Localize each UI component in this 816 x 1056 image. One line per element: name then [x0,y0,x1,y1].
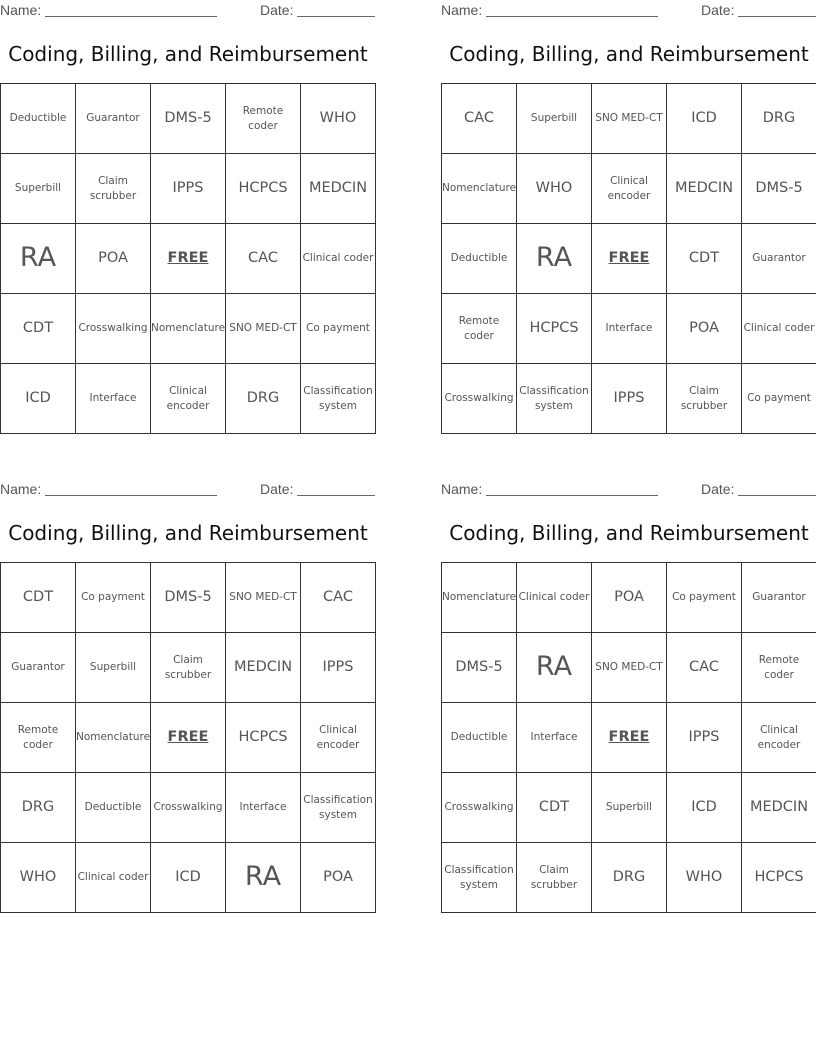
bingo-cell[interactable]: Clinical coder [76,843,151,913]
bingo-cell[interactable]: WHO [1,843,76,913]
bingo-cell[interactable]: DRG [592,843,667,913]
free-space-cell[interactable]: FREE [151,703,226,773]
bingo-cell[interactable]: Clinical coder [517,563,592,633]
name-field-line[interactable] [486,16,658,17]
bingo-cell[interactable]: CDT [1,294,76,364]
bingo-cell[interactable]: WHO [667,843,742,913]
bingo-grid [0,562,376,913]
date-field-line[interactable] [297,16,375,17]
bingo-cell[interactable]: IPPS [667,703,742,773]
bingo-cell[interactable]: CDT [667,224,742,294]
bingo-cell[interactable]: Classification system [301,364,376,434]
card-title: Coding, Billing, and Reimbursement [449,42,809,66]
bingo-cell[interactable]: HCPCS [742,843,816,913]
bingo-cell[interactable]: RA [226,843,301,913]
date-field-line[interactable] [738,16,816,17]
bingo-cell[interactable]: DMS-5 [151,563,226,633]
free-space-cell[interactable]: FREE [151,224,226,294]
bingo-cell[interactable]: Deductible [76,773,151,843]
bingo-cell[interactable]: DMS-5 [151,84,226,154]
bingo-cell[interactable]: CAC [226,224,301,294]
bingo-cell[interactable]: Interface [76,364,151,434]
bingo-cell[interactable]: Clinical encoder [742,703,816,773]
bingo-cell[interactable]: Deductible [442,224,517,294]
bingo-cell[interactable]: Guarantor [76,84,151,154]
name-field-line[interactable] [45,16,217,17]
bingo-cell[interactable]: Nomenclature [151,294,226,364]
name-label: Name: [441,481,483,497]
bingo-cell[interactable]: Superbill [1,154,76,224]
bingo-cell[interactable]: Co payment [301,294,376,364]
bingo-cell[interactable]: Superbill [592,773,667,843]
bingo-cell[interactable]: Crosswalking [151,773,226,843]
bingo-cell[interactable]: WHO [517,154,592,224]
free-space-cell[interactable]: FREE [592,703,667,773]
card-title: Coding, Billing, and Reimbursement [8,42,368,66]
date-label: Date: [701,481,735,497]
bingo-cell[interactable]: CDT [517,773,592,843]
bingo-cell[interactable]: MEDCIN [742,773,816,843]
bingo-grid [441,83,816,434]
date-label: Date: [260,481,294,497]
bingo-cell[interactable]: Co payment [76,563,151,633]
bingo-cell[interactable]: HCPCS [226,703,301,773]
bingo-cell[interactable]: ICD [151,843,226,913]
bingo-cell[interactable]: ICD [667,773,742,843]
bingo-cell[interactable]: DMS-5 [742,154,816,224]
bingo-cell[interactable]: Clinical encoder [592,154,667,224]
bingo-cell[interactable]: Claim scrubber [667,364,742,434]
bingo-cell[interactable]: Clinical encoder [301,703,376,773]
bingo-cell[interactable]: Superbill [517,84,592,154]
bingo-cell[interactable]: MEDCIN [667,154,742,224]
bingo-cell[interactable]: Nomenclature [442,154,517,224]
bingo-cell[interactable]: Classification system [517,364,592,434]
bingo-cell[interactable]: Guarantor [742,224,816,294]
bingo-cell[interactable]: Superbill [76,633,151,703]
bingo-cell[interactable]: Clinical coder [742,294,816,364]
bingo-cell[interactable]: DRG [1,773,76,843]
card-title: Coding, Billing, and Reimbursement [8,521,368,545]
bingo-cell[interactable]: POA [592,563,667,633]
bingo-grid [441,562,816,913]
bingo-cell[interactable]: POA [667,294,742,364]
bingo-cell[interactable]: ICD [1,364,76,434]
bingo-cell[interactable]: ICD [667,84,742,154]
card-title: Coding, Billing, and Reimbursement [449,521,809,545]
bingo-cell[interactable]: Deductible [1,84,76,154]
bingo-cell[interactable]: DRG [226,364,301,434]
bingo-cell[interactable]: Guarantor [1,633,76,703]
bingo-cell[interactable]: Claim scrubber [517,843,592,913]
bingo-cell[interactable]: Nomenclature [442,563,517,633]
bingo-cell[interactable]: MEDCIN [226,633,301,703]
bingo-cell[interactable]: SNO MED-CT [592,84,667,154]
name-field-line[interactable] [45,495,217,496]
bingo-cell[interactable]: Classification system [442,843,517,913]
bingo-cell[interactable]: Interface [592,294,667,364]
name-date-line [441,479,816,499]
bingo-cell[interactable]: SNO MED-CT [226,563,301,633]
bingo-cell[interactable]: Nomenclature [76,703,151,773]
bingo-cell[interactable]: CAC [301,563,376,633]
bingo-cell[interactable]: RA [517,633,592,703]
bingo-cell[interactable]: RA [517,224,592,294]
bingo-cell[interactable]: Deductible [442,703,517,773]
name-date-line [0,0,376,20]
name-date-line [0,479,376,499]
bingo-cell[interactable]: CAC [442,84,517,154]
bingo-cell[interactable]: Remote coder [742,633,816,703]
bingo-cell[interactable]: Remote coder [226,84,301,154]
bingo-cell[interactable]: Remote coder [442,294,517,364]
name-label: Name: [441,2,483,18]
bingo-cell[interactable]: SNO MED-CT [592,633,667,703]
bingo-cell[interactable]: Co payment [742,364,816,434]
bingo-cell[interactable]: RA [1,224,76,294]
bingo-cell[interactable]: SNO MED-CT [226,294,301,364]
bingo-cell[interactable]: Clinical coder [301,224,376,294]
bingo-cell[interactable]: IPPS [592,364,667,434]
bingo-cell[interactable]: WHO [301,84,376,154]
name-field-line[interactable] [486,495,658,496]
date-field-line[interactable] [297,495,375,496]
bingo-cell[interactable]: Interface [517,703,592,773]
bingo-cell[interactable]: Classification system [301,773,376,843]
bingo-cell[interactable]: Clinical encoder [151,364,226,434]
name-date-line [441,0,816,20]
bingo-cell[interactable]: Interface [226,773,301,843]
bingo-cell[interactable]: HCPCS [226,154,301,224]
bingo-cell[interactable]: IPPS [301,633,376,703]
bingo-cell[interactable]: HCPCS [517,294,592,364]
bingo-cell[interactable]: Crosswalking [76,294,151,364]
bingo-cell[interactable]: Guarantor [742,563,816,633]
date-field-line[interactable] [738,495,816,496]
bingo-cell[interactable]: Crosswalking [442,773,517,843]
name-label: Name: [0,2,42,18]
bingo-cell[interactable]: DRG [742,84,816,154]
bingo-cell[interactable]: Crosswalking [442,364,517,434]
bingo-cell[interactable]: POA [76,224,151,294]
bingo-cell[interactable]: IPPS [151,154,226,224]
bingo-grid [0,83,376,434]
bingo-cell[interactable]: Claim scrubber [76,154,151,224]
bingo-cell[interactable]: POA [301,843,376,913]
bingo-cell[interactable]: CDT [1,563,76,633]
bingo-cell[interactable]: Claim scrubber [151,633,226,703]
bingo-cell[interactable]: DMS-5 [442,633,517,703]
free-space-cell[interactable]: FREE [592,224,667,294]
bingo-cell[interactable]: Remote coder [1,703,76,773]
bingo-cell[interactable]: CAC [667,633,742,703]
bingo-cell[interactable]: MEDCIN [301,154,376,224]
bingo-cell[interactable]: Co payment [667,563,742,633]
date-label: Date: [260,2,294,18]
name-label: Name: [0,481,42,497]
date-label: Date: [701,2,735,18]
